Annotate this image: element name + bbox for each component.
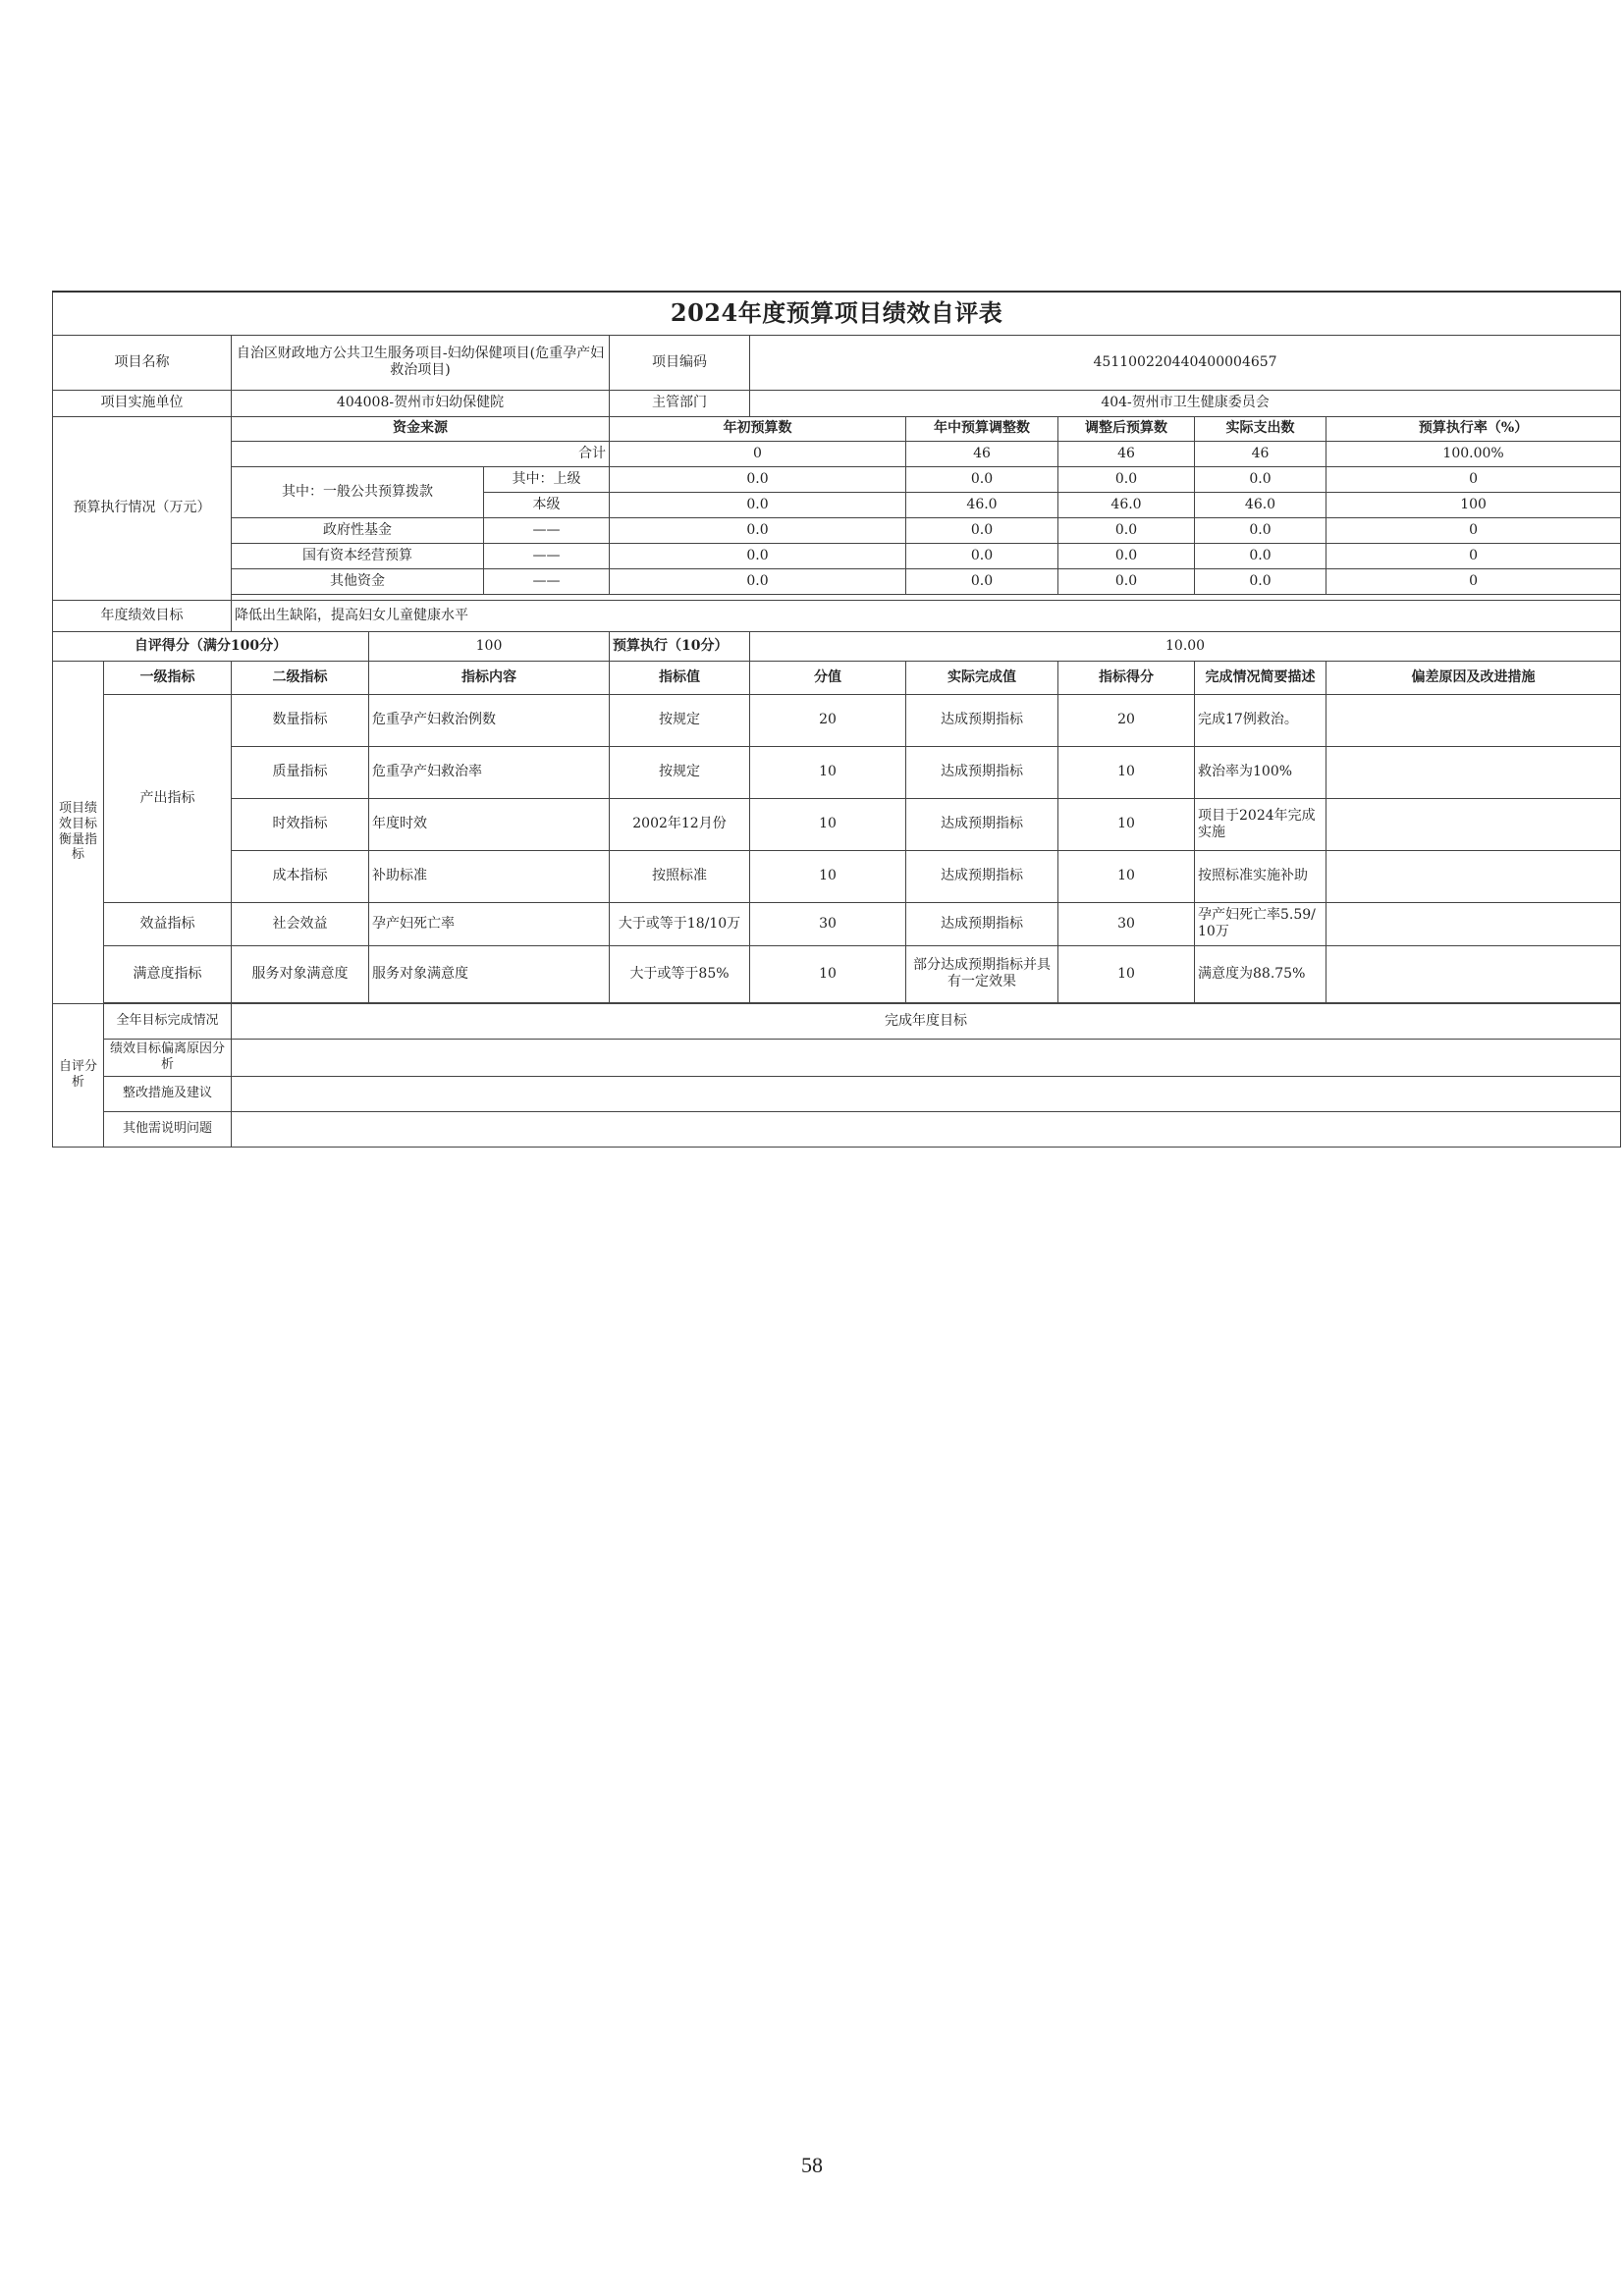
project-name-value: 自治区财政地方公共卫生服务项目-妇幼保健项目(危重孕产妇救治项目) <box>232 335 610 390</box>
upper-rate: 0 <box>1326 466 1621 492</box>
table-row-weight: 10 <box>750 850 906 902</box>
header-reason: 偏差原因及改进措施 <box>1326 661 1621 694</box>
project-name-label: 项目名称 <box>53 335 232 390</box>
benefit-level1: 效益指标 <box>104 902 232 945</box>
satisfaction-target: 大于或等于85% <box>610 945 750 1002</box>
gov-fund-initial: 0.0 <box>610 517 906 543</box>
project-code-value: 451100220440400004657 <box>750 335 1621 390</box>
local-rate: 100 <box>1326 492 1621 517</box>
header-actual-value: 实际完成值 <box>906 661 1058 694</box>
benefit-target: 大于或等于18/10万 <box>610 902 750 945</box>
gov-fund-dash: —— <box>484 517 610 543</box>
upper-label: 其中：上级 <box>484 466 610 492</box>
table-row-content: 危重孕产妇救治率 <box>369 746 610 798</box>
table-row-score: 20 <box>1058 694 1195 746</box>
table-row-reason <box>1326 746 1621 798</box>
satisfaction-score: 10 <box>1058 945 1195 1002</box>
benefit-actual: 达成预期指标 <box>906 902 1058 945</box>
local-label: 本级 <box>484 492 610 517</box>
gov-fund-rate: 0 <box>1326 517 1621 543</box>
state-capital-midyear: 0.0 <box>906 543 1058 568</box>
gov-fund-adjusted: 0.0 <box>1058 517 1195 543</box>
benefit-weight: 30 <box>750 902 906 945</box>
table-row-target: 按规定 <box>610 694 750 746</box>
table-row-weight: 10 <box>750 746 906 798</box>
other-funds-label: 其他资金 <box>232 568 484 594</box>
total-midyear: 46 <box>906 441 1058 466</box>
satisfaction-content: 服务对象满意度 <box>369 945 610 1002</box>
other-funds-adjusted: 0.0 <box>1058 568 1195 594</box>
output-indicator-label: 产出指标 <box>104 694 232 902</box>
total-label: 合计 <box>232 441 610 466</box>
benefit-desc: 孕产妇死亡率5.59/10万 <box>1195 902 1326 945</box>
analysis-label: 整改措施及建议 <box>104 1076 232 1111</box>
state-capital-label: 国有资本经营预算 <box>232 543 484 568</box>
analysis-label: 其他需说明问题 <box>104 1111 232 1147</box>
benefit-content: 孕产妇死亡率 <box>369 902 610 945</box>
table-row-level2: 质量指标 <box>232 746 369 798</box>
analysis-value: 完成年度目标 <box>232 1003 1621 1039</box>
header-midyear: 年中预算调整数 <box>906 416 1058 441</box>
total-actual: 46 <box>1195 441 1326 466</box>
table-row-content: 年度时效 <box>369 798 610 850</box>
local-actual: 46.0 <box>1195 492 1326 517</box>
total-initial: 0 <box>610 441 906 466</box>
table-row-level2: 时效指标 <box>232 798 369 850</box>
table-title: 2024年度预算项目绩效自评表 <box>53 292 1621 335</box>
upper-initial: 0.0 <box>610 466 906 492</box>
local-adjusted: 46.0 <box>1058 492 1195 517</box>
header-content: 指标内容 <box>369 661 610 694</box>
other-funds-midyear: 0.0 <box>906 568 1058 594</box>
header-adjusted: 调整后预算数 <box>1058 416 1195 441</box>
table-row-target: 2002年12月份 <box>610 798 750 850</box>
other-funds-actual: 0.0 <box>1195 568 1326 594</box>
analysis-value <box>232 1111 1621 1147</box>
local-midyear: 46.0 <box>906 492 1058 517</box>
table-row-actual: 达成预期指标 <box>906 850 1058 902</box>
header-weight: 分值 <box>750 661 906 694</box>
table-row-score: 10 <box>1058 746 1195 798</box>
table-row-reason <box>1326 850 1621 902</box>
analysis-label: 绩效目标偏离原因分析 <box>104 1039 232 1076</box>
other-funds-initial: 0.0 <box>610 568 906 594</box>
table-row-actual: 达成预期指标 <box>906 798 1058 850</box>
project-code-label: 项目编码 <box>610 335 750 390</box>
table-row-score: 10 <box>1058 850 1195 902</box>
page-number: 58 <box>801 2153 823 2177</box>
gov-fund-label: 政府性基金 <box>232 517 484 543</box>
table-row-content: 危重孕产妇救治例数 <box>369 694 610 746</box>
gov-fund-midyear: 0.0 <box>906 517 1058 543</box>
table-row-score: 10 <box>1058 798 1195 850</box>
dept-label: 主管部门 <box>610 390 750 416</box>
satisfaction-weight: 10 <box>750 945 906 1002</box>
header-score: 指标得分 <box>1058 661 1195 694</box>
evaluation-sheet <box>52 291 1571 1148</box>
table-row-level2: 成本指标 <box>232 850 369 902</box>
total-rate: 100.00% <box>1326 441 1621 466</box>
table-row-weight: 20 <box>750 694 906 746</box>
state-capital-rate: 0 <box>1326 543 1621 568</box>
header-rate: 预算执行率（%） <box>1326 416 1621 441</box>
impl-unit-label: 项目实施单位 <box>53 390 232 416</box>
satisfaction-level2: 服务对象满意度 <box>232 945 369 1002</box>
table-row-target: 按照标准 <box>610 850 750 902</box>
indicator-section-label: 项目绩效目标衡量指标 <box>53 661 104 1003</box>
state-capital-actual: 0.0 <box>1195 543 1326 568</box>
annual-goal-value: 降低出生缺陷，提高妇女儿童健康水平 <box>232 600 1621 631</box>
header-target: 指标值 <box>610 661 750 694</box>
table-row-desc: 项目于2024年完成实施 <box>1195 798 1326 850</box>
budget-section-label: 预算执行情况（万元） <box>53 416 232 600</box>
budget-exec-label: 预算执行（10分） <box>610 631 750 661</box>
upper-midyear: 0.0 <box>906 466 1058 492</box>
table-row-desc: 按照标准实施补助 <box>1195 850 1326 902</box>
analysis-value <box>232 1039 1621 1076</box>
self-score-label: 自评得分（满分100分） <box>53 631 369 661</box>
state-capital-adjusted: 0.0 <box>1058 543 1195 568</box>
local-initial: 0.0 <box>610 492 906 517</box>
table-row-reason <box>1326 694 1621 746</box>
total-adjusted: 46 <box>1058 441 1195 466</box>
header-desc: 完成情况简要描述 <box>1195 661 1326 694</box>
table-row-desc: 完成17例救治。 <box>1195 694 1326 746</box>
header-level2: 二级指标 <box>232 661 369 694</box>
header-initial: 年初预算数 <box>610 416 906 441</box>
satisfaction-actual: 部分达成预期指标并具有一定效果 <box>906 945 1058 1002</box>
gov-fund-actual: 0.0 <box>1195 517 1326 543</box>
budget-exec-value: 10.00 <box>750 631 1621 661</box>
satisfaction-level1: 满意度指标 <box>104 945 232 1002</box>
dept-value: 404-贺州市卫生健康委员会 <box>750 390 1621 416</box>
impl-unit-value: 404008-贺州市妇幼保健院 <box>232 390 610 416</box>
upper-adjusted: 0.0 <box>1058 466 1195 492</box>
upper-actual: 0.0 <box>1195 466 1326 492</box>
other-funds-dash: —— <box>484 568 610 594</box>
table-row-target: 按规定 <box>610 746 750 798</box>
benefit-level2: 社会效益 <box>232 902 369 945</box>
table-row-actual: 达成预期指标 <box>906 746 1058 798</box>
other-funds-rate: 0 <box>1326 568 1621 594</box>
header-source: 资金来源 <box>232 416 610 441</box>
table-row-desc: 救治率为100% <box>1195 746 1326 798</box>
table-row-actual: 达成预期指标 <box>906 694 1058 746</box>
state-capital-dash: —— <box>484 543 610 568</box>
satisfaction-desc: 满意度为88.75% <box>1195 945 1326 1002</box>
general-budget-label: 其中：一般公共预算拨款 <box>232 466 484 517</box>
table-row-reason <box>1326 798 1621 850</box>
evaluation-table <box>52 291 1621 1148</box>
benefit-reason <box>1326 902 1621 945</box>
self-score-value: 100 <box>369 631 610 661</box>
annual-goal-label: 年度绩效目标 <box>53 600 232 631</box>
table-row-content: 补助标准 <box>369 850 610 902</box>
analysis-section-label: 自评分析 <box>53 1003 104 1147</box>
header-actual: 实际支出数 <box>1195 416 1326 441</box>
analysis-value <box>232 1076 1621 1111</box>
state-capital-initial: 0.0 <box>610 543 906 568</box>
satisfaction-reason <box>1326 945 1621 1002</box>
benefit-score: 30 <box>1058 902 1195 945</box>
table-row-weight: 10 <box>750 798 906 850</box>
header-level1: 一级指标 <box>104 661 232 694</box>
analysis-label: 全年目标完成情况 <box>104 1003 232 1039</box>
table-row-level2: 数量指标 <box>232 694 369 746</box>
